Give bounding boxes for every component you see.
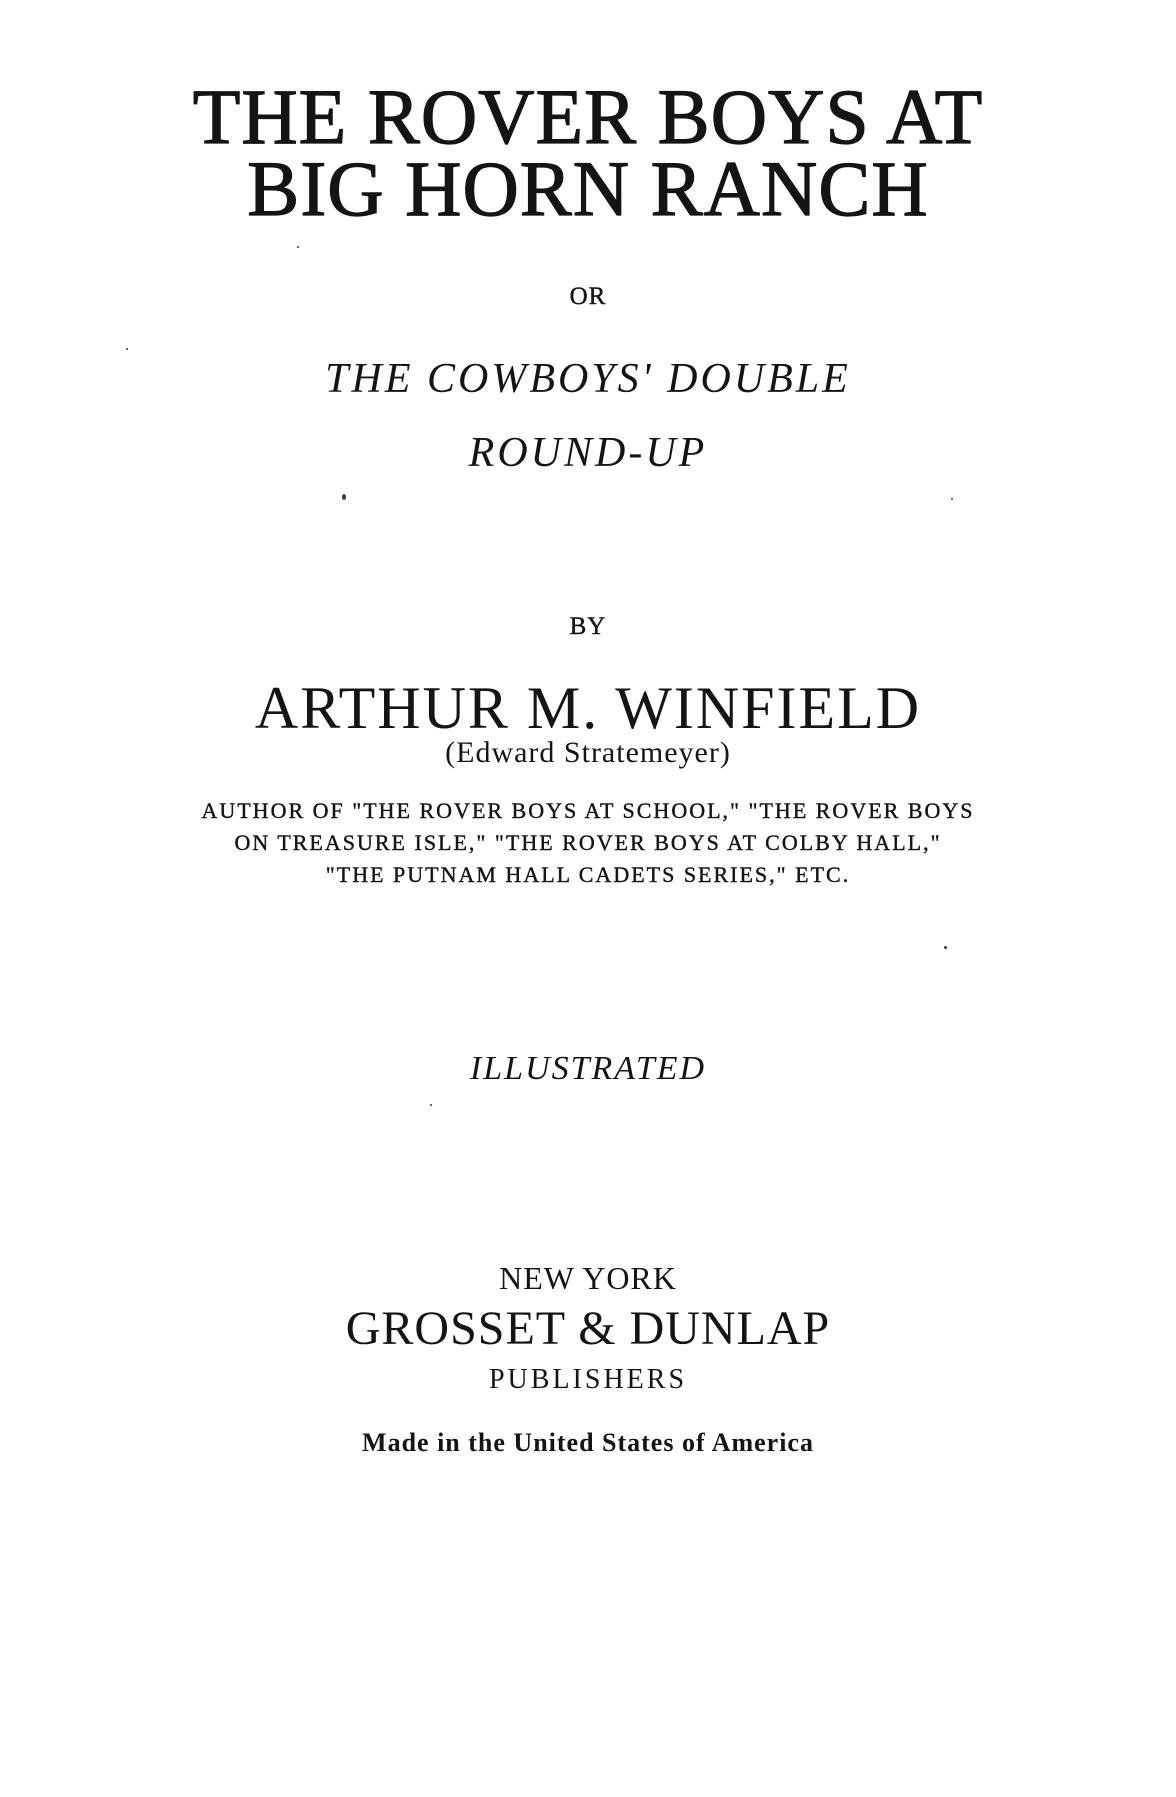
scan-speck: [297, 246, 299, 248]
other-works-line-1: AUTHOR OF "THE ROVER BOYS AT SCHOOL," "THE ROVER BOYS: [201, 798, 975, 823]
scan-speck: [944, 946, 947, 949]
scan-speck: [342, 494, 346, 500]
publisher-city: NEW YORK: [499, 1260, 677, 1296]
scan-speck: [951, 498, 953, 500]
by-label: BY: [569, 613, 607, 640]
publishers-label: PUBLISHERS: [488, 1364, 688, 1395]
other-works-line-3: "THE PUTNAM HALL CADETS SERIES," ETC.: [325, 862, 851, 887]
scan-speck: [126, 348, 128, 350]
or-separator: OR: [569, 283, 607, 310]
publisher-name: GROSSET & DUNLAP: [345, 1302, 831, 1355]
book-title-line-1: THE ROVER BOYS AT: [192, 73, 984, 160]
author-real-name: (Edward Stratemeyer): [445, 736, 731, 769]
subtitle-line-2: ROUND-UP: [468, 430, 708, 476]
other-works-line-2: ON TREASURE ISLE," "THE ROVER BOYS AT COLBY HALL,": [234, 830, 942, 855]
author-name: ARTHUR M. WINFIELD: [254, 675, 922, 741]
book-title-line-2: BIG HORN RANCH: [247, 145, 929, 232]
scan-speck: [430, 1104, 432, 1106]
made-in-label: Made in the United States of America: [362, 1428, 814, 1457]
subtitle-line-1: THE COWBOYS' DOUBLE: [325, 356, 851, 402]
illustrated-label: ILLUSTRATED: [469, 1050, 707, 1087]
